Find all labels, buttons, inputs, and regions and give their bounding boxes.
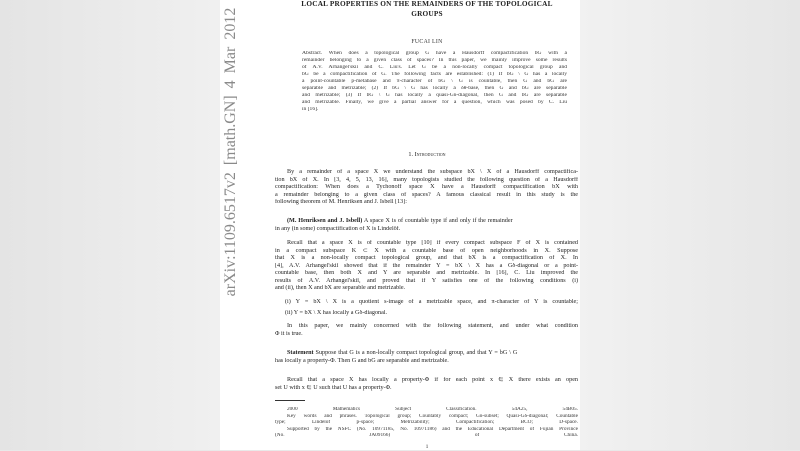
- body-line: Φ it is true.: [275, 331, 303, 337]
- body-line: a remainder belonging to a given class of spaces? A famous classical result in this study is the: [275, 191, 578, 198]
- body-line: Recall that a space X is of countable type [10] if every compact subspace F of X is contained: [287, 240, 578, 246]
- body-line: compactification: When does a Tychonoff space X have a Hausdorff compactification bX with: [275, 184, 578, 190]
- abstract-line: Abstract. When does a topological group G have a Hausdorff compactification bG with a: [302, 51, 567, 56]
- section-heading-introduction: 1. Introduction: [408, 151, 446, 158]
- body-line: [4], A.V. Arhangel'skiǐ showed that if the remainder Y = bX \ X has a Gδ-diagonal or a point-: [275, 262, 578, 269]
- paper-author: FUCAI LIN: [411, 39, 443, 45]
- footnote-rule: [275, 400, 305, 401]
- body-line: tion bX of X. In [3, 4, 5, 13, 16], many topologists studied the following question of a Hausdorff: [275, 176, 578, 183]
- theorem-text: A space X is of countable type if and only if the remainder: [363, 218, 513, 224]
- statement-text: Suppose that G is a non-locally compact topological group, and that Y = bG \ G: [315, 350, 518, 356]
- footnote-line: 2000 Mathematics Subject Classification. 54A25, 54B05.: [287, 407, 578, 412]
- abstract-line: bG be a compactification of G. The following facts are established: (1) If bG \ G has a locally: [302, 72, 567, 77]
- condition-i: (i) Y = bX \ X is a quotient s-image of a metrizable space, and π-character of Y is countable;: [285, 299, 578, 305]
- viewer-background-left: [0, 0, 220, 450]
- page-number: 1: [425, 444, 429, 450]
- statement-lead: Statement: [287, 350, 314, 356]
- paper-title-line-2: GROUPS: [411, 9, 443, 18]
- body-line: set U with x ∈ U such that U has a property-Φ.: [275, 385, 392, 391]
- arxiv-side-label: arXiv:1109.6517v2 [math.GN] 4 Mar 2012: [222, 7, 239, 297]
- statement-line: has locally a property-Φ. Then G and bG are separable and metrizable.: [275, 358, 449, 364]
- abstract-line: a point-countable p-metabase and π-character of bG \ G is countable, then G and bG are: [302, 79, 567, 84]
- body-line: By a remainder of a space X we understand the subspace bX \ X of a Hausdorff compactifica-: [287, 169, 578, 175]
- body-line: countable base, then both X and Y are separable and metrizable. In [16], C. Liu improved the: [275, 270, 578, 276]
- theorem-line: in any (in some) compactification of X is Lindelöf.: [275, 226, 401, 232]
- body-line: Recall that a space X has locally a property-Φ if for each point x ∈ X there exists an open: [287, 377, 578, 383]
- body-line: in a compact subspace K ⊂ X with a countable base of open neighborhoods in X. Suppose: [275, 247, 578, 254]
- viewer-background-right: [580, 0, 800, 450]
- statement-line: [287, 350, 517, 356]
- body-line: following theorem of M. Henriksen and J. Isbell [13]:: [275, 199, 407, 205]
- theorem-line: [287, 218, 513, 224]
- body-line: results of A.V. Arhangel'skiǐ, and proved that if Y satisfies one of the following conditions (i): [275, 277, 578, 284]
- theorem-lead: (M. Henriksen and J. Isbell): [287, 218, 363, 224]
- abstract-line: separable and metrizable; (2) If bG \ G has locally a δθ-base, then G and bG are separable: [302, 86, 567, 91]
- body-line: In this paper, we mainly concerned with the following statement, and under what condition: [287, 323, 578, 329]
- footnote-line: Supported by the NSFC (No. 10971185, No. 10971186) and the Educational Department of Fujian Province: [287, 427, 578, 432]
- body-line: that X is a non-locally compact topological group, and that bX is a compactification of X. In: [275, 255, 578, 261]
- abstract-line: and metrizable; (3) If bG \ G has locally a quasi-Gδ-diagonal, then G and bG are separable: [302, 93, 567, 98]
- abstract-line: in [16].: [302, 107, 319, 112]
- body-line: and (ii), then X and bX are separable and metrizable.: [275, 285, 406, 291]
- abstract-line: of A.V. Arhangel'skiǐ and C. Liu's. Let G be a non-locally compact topological group and: [302, 65, 567, 70]
- abstract-line: remainder belonging to a given class of spaces? In this paper, we mainly improve some results: [302, 58, 567, 63]
- footnote-line: Key words and phrases. Topological group; Countably compact; Gδ-subset; Quasi-Gδ-diagonal; Countable: [287, 414, 578, 419]
- footnote-line: (No. JA09166) of China.: [275, 433, 578, 438]
- abstract-line: and metrizable. Finally, we give a partial answer for a question, which was posed by C. Liu: [302, 100, 567, 105]
- footnote-line: type; Lindelöf p-space; Metrizability; Compactification; BCO; D-space.: [275, 420, 578, 425]
- paper-title-line-1: LOCAL PROPERTIES ON THE REMAINDERS OF THE TOPOLOGICAL: [301, 0, 553, 8]
- condition-ii: (ii) Y = bX \ X has locally a Gδ-diagonal.: [285, 310, 388, 316]
